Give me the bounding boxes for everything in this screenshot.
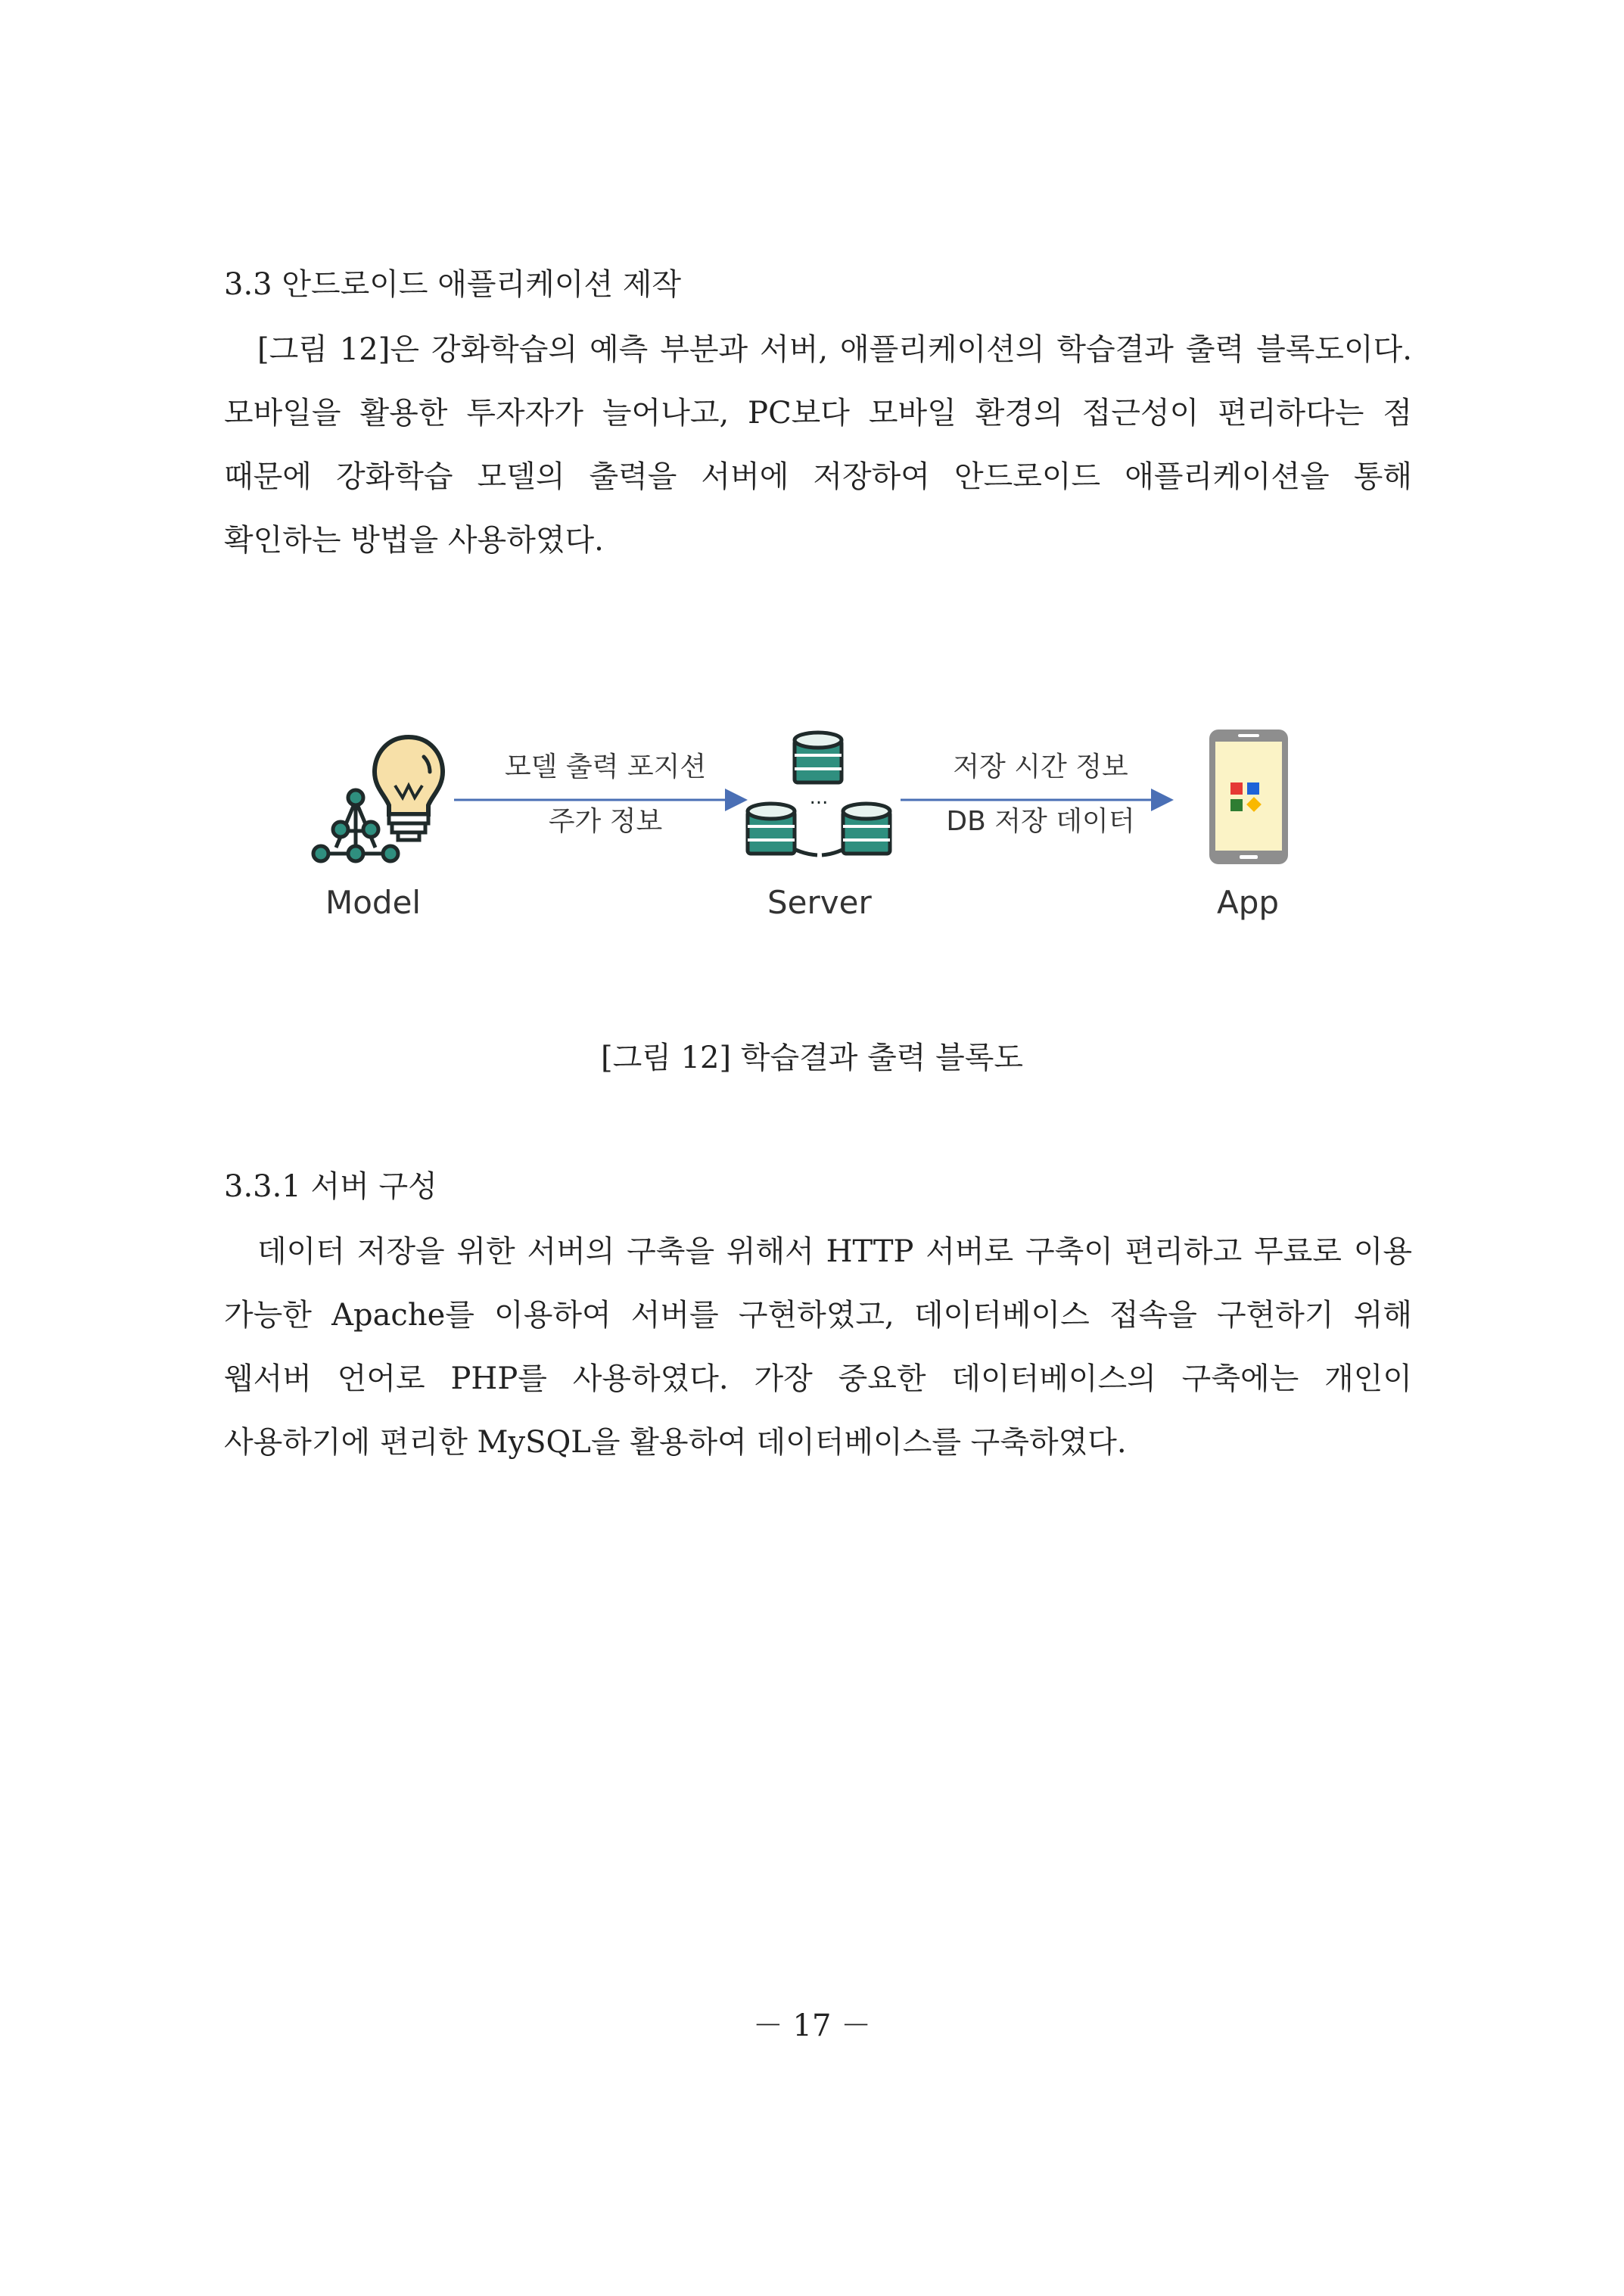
section-heading-3-3: 3.3 안드로이드 애플리케이션 제작 [224, 267, 682, 302]
model-icon [313, 737, 443, 861]
page-number: － 17 － [752, 2008, 872, 2043]
block-diagram [303, 719, 1317, 938]
section-heading-3-3-1: 3.3.1 서버 구성 [224, 1169, 437, 1204]
smartphone-icon [1209, 730, 1288, 864]
edge-label-db-data: DB 저장 데이터 [946, 806, 1135, 837]
svg-text:...: ... [809, 786, 829, 809]
figure-caption: [그림 12] 학습결과 출력 블록도 [600, 1041, 1023, 1075]
model-label: Model [325, 884, 422, 921]
edge-label-stock-info: 주가 정보 [548, 806, 663, 837]
section-paragraph-3-3-1: 데이터 저장을 위한 서버의 구축을 위해서 HTTP 서버로 구축이 편리하고 무료로 이용 가능한 Apache를 이용하여 서버를 구현하였고, 데이터베이스 접속을 구현하기 위해 웹서버 언어로 PHP를 사용하였다. 가장 중요한 데이터베이스의 구축에는 개인이 사용하기에 편리한 MySQL을 활용하여 데이터베이스를 구축하였다. [224, 1234, 1412, 1460]
database-icon-left [748, 804, 795, 854]
server-label: Server [767, 884, 872, 921]
database-icon-top [795, 733, 842, 782]
lightbulb-icon [375, 737, 443, 840]
database-icon-right [843, 804, 890, 854]
app-label: App [1217, 884, 1280, 921]
server-icon [748, 733, 890, 855]
edge-label-time-info: 저장 시간 정보 [953, 751, 1128, 782]
section-paragraph-3-3: [그림 12]은 강화학습의 예측 부분과 서버, 애플리케이션의 학습결과 출력 블록도이다. 모바일을 활용한 투자자가 늘어나고, PC보다 모바일 환경의 접근성이 편리하다는 점 때문에 강화학습 모델의 출력을 서버에 저장하여 안드로이드 애플리케이션을 통해 확인하는 방법을 사용하였다. [224, 332, 1412, 558]
edge-label-model-output-position: 모델 출력 포지션 [504, 751, 707, 782]
